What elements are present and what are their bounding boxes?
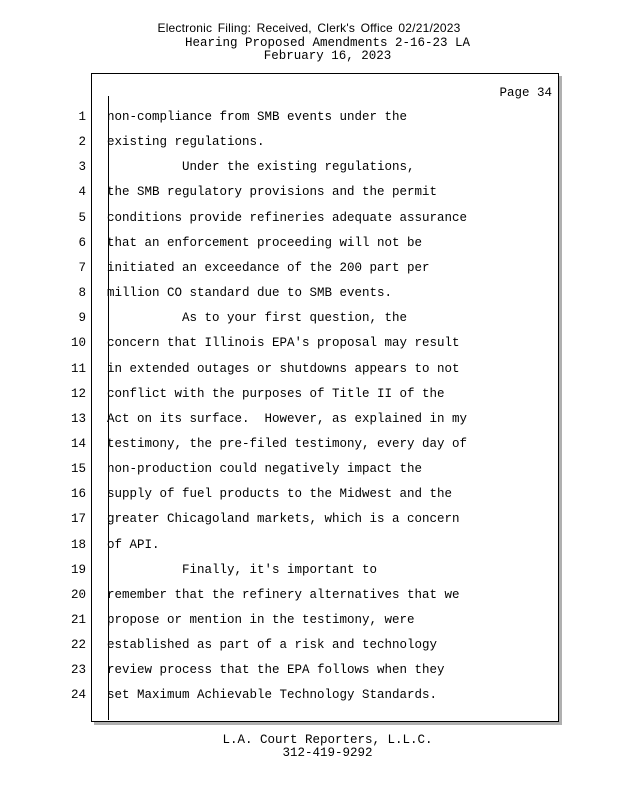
line-number: 20 <box>70 588 86 602</box>
line-number: 16 <box>70 487 86 501</box>
transcript-line: As to your first question, the <box>107 311 408 325</box>
transcript-line: set Maximum Achievable Technology Standards. <box>107 688 438 702</box>
transcript-line: remember that the refinery alternatives that we <box>107 588 460 602</box>
line-number: 13 <box>70 412 86 426</box>
transcript-line: greater Chicagoland markets, which is a concern <box>107 512 460 526</box>
transcript-line: testimony, the pre-filed testimony, every day of <box>107 437 468 451</box>
reporter-phone: 312-419-9292 <box>282 746 373 760</box>
line-number: 7 <box>78 261 86 275</box>
line-number: 5 <box>78 211 86 225</box>
transcript-line: that an enforcement proceeding will not be <box>107 236 423 250</box>
line-number: 22 <box>70 638 86 652</box>
transcript-line: non-production could negatively impact the <box>107 462 423 476</box>
transcript-line: in extended outages or shutdowns appears to not <box>107 362 460 376</box>
transcript-line: million CO standard due to SMB events. <box>107 286 393 300</box>
transcript-line: supply of fuel products to the Midwest and the <box>107 487 453 501</box>
line-number: 4 <box>78 185 86 199</box>
transcript-line: of API. <box>107 538 160 552</box>
line-number: 18 <box>70 538 86 552</box>
transcript-line: non-compliance from SMB events under the <box>107 110 408 124</box>
page-number: Page 34 <box>499 86 552 100</box>
transcript-line: Finally, it's important to <box>107 563 378 577</box>
line-number: 17 <box>70 512 86 526</box>
transcript-line: conflict with the purposes of Title II of the <box>107 387 445 401</box>
line-number: 15 <box>70 462 86 476</box>
line-number: 23 <box>70 663 86 677</box>
line-number: 8 <box>78 286 86 300</box>
transcript-line: initiated an exceedance of the 200 part per <box>107 261 430 275</box>
transcript-line: Under the existing regulations, <box>107 160 415 174</box>
filing-stamp: Electronic Filing: Received, Clerk's Office 02/21/2023 <box>157 21 461 35</box>
line-number: 9 <box>78 311 86 325</box>
transcript-line: established as part of a risk and technology <box>107 638 438 652</box>
line-number: 12 <box>70 387 86 401</box>
transcript-line: existing regulations. <box>107 135 265 149</box>
line-number: 10 <box>70 336 86 350</box>
transcript-line: the SMB regulatory provisions and the permit <box>107 185 438 199</box>
line-number: 21 <box>70 613 86 627</box>
line-number: 6 <box>78 236 86 250</box>
reporter-name: L.A. Court Reporters, L.L.C. <box>222 733 433 747</box>
document-title: Hearing Proposed Amendments 2-16-23 LA <box>184 36 471 50</box>
transcript-line: Act on its surface. However, as explained in my <box>107 412 468 426</box>
line-number: 19 <box>70 563 86 577</box>
transcript-line: conditions provide refineries adequate assurance <box>107 211 468 225</box>
line-number: 2 <box>78 135 86 149</box>
line-number: 1 <box>78 110 86 124</box>
transcript-line: concern that Illinois EPA's proposal may result <box>107 336 460 350</box>
line-number: 24 <box>70 688 86 702</box>
document-date: February 16, 2023 <box>263 49 392 63</box>
line-number: 14 <box>70 437 86 451</box>
line-number: 3 <box>78 160 86 174</box>
transcript-line: review process that the EPA follows when they <box>107 663 445 677</box>
transcript-line: propose or mention in the testimony, were <box>107 613 415 627</box>
line-number: 11 <box>70 362 86 376</box>
